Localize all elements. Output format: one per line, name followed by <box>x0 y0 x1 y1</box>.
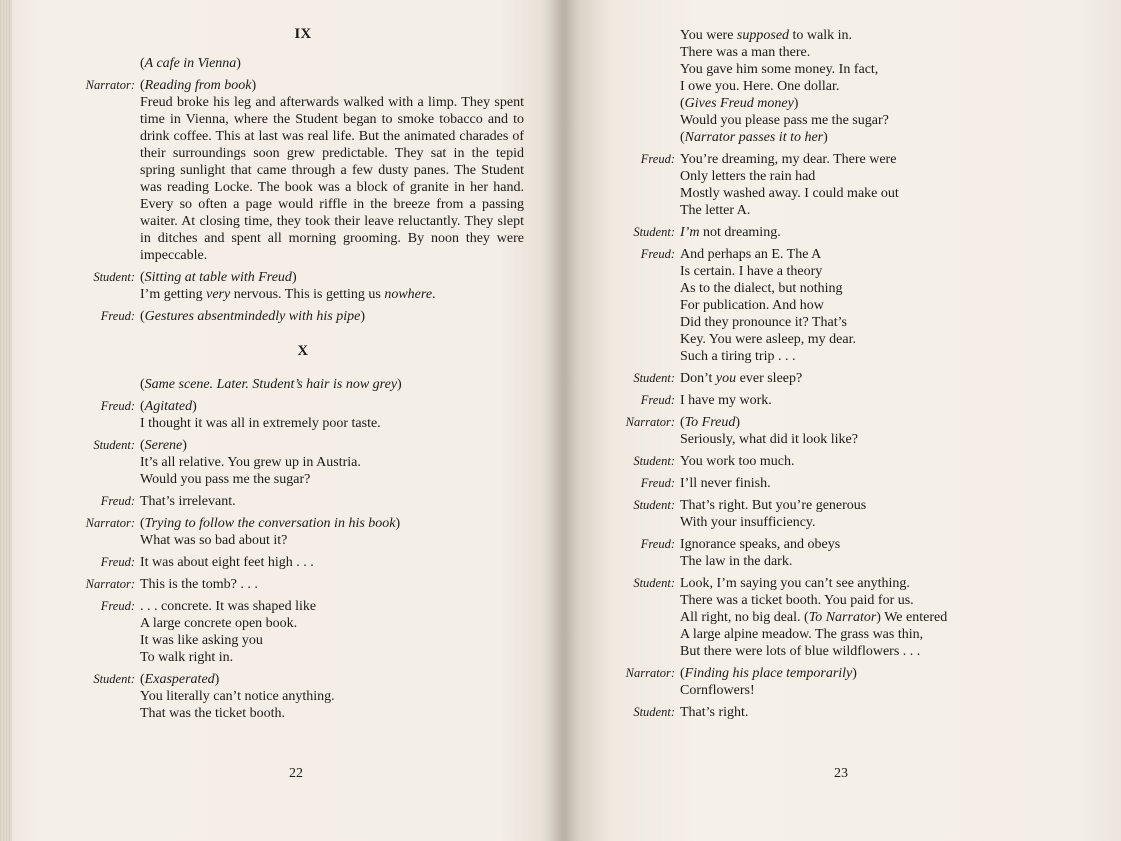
dialogue-line: You were supposed to walk in. <box>680 28 853 43</box>
dialogue-line: And perhaps an E. The A <box>680 247 822 262</box>
speaker-label: Student: <box>633 498 675 512</box>
stage-direction: (Finding his place temporarily) <box>680 666 857 681</box>
speech-student-2 <box>0 437 566 488</box>
speech-freud-r4 <box>566 475 1121 492</box>
dialogue-line: Look, I’m saying you can’t see anything. <box>680 576 910 591</box>
stage-direction: (Reading from book) <box>140 78 257 93</box>
stage-direction-x: (Same scene. Later. Student’s hair is now grey) <box>140 377 402 392</box>
speech-student-continued <box>566 27 1121 146</box>
dialogue-line: I have my work. <box>680 393 772 408</box>
dialogue-line: Ignorance speaks, and obeys <box>680 537 841 552</box>
dialogue-line: It was like asking you <box>140 633 263 648</box>
speech-narrator-3 <box>0 576 566 593</box>
speaker-label: Freud: <box>640 537 675 551</box>
dialogue-line: Mostly washed away. I could make out <box>680 186 899 201</box>
dialogue-line: To walk right in. <box>140 650 234 665</box>
dialogue-line: . . . concrete. It was shaped like <box>140 599 317 614</box>
stage-direction: (Narrator passes it to her) <box>680 130 828 145</box>
dialogue-line: Would you please pass me the sugar? <box>680 113 889 128</box>
dialogue-line: You literally can’t notice anything. <box>140 689 335 704</box>
speech-freud-5 <box>0 598 566 666</box>
dialogue-line: I thought it was all in extremely poor taste. <box>140 416 381 431</box>
speaker-label: Narrator: <box>625 415 675 429</box>
speech-freud-2 <box>0 398 566 432</box>
speaker-label: Freud: <box>100 399 135 413</box>
dialogue-line: There was a man there. <box>680 45 811 60</box>
speaker-label: Freud: <box>640 152 675 166</box>
left-page-content <box>0 0 566 727</box>
dialogue-line: Don’t you ever sleep? <box>680 371 803 386</box>
dialogue-line: I’ll never finish. <box>680 476 771 491</box>
dialogue-line: That’s irrelevant. <box>140 494 236 509</box>
dialogue-line: That’s right. <box>680 705 749 720</box>
speech-narrator-2 <box>0 515 566 549</box>
speaker-label: Student: <box>633 705 675 719</box>
speaker-label: Student: <box>93 672 135 686</box>
page-number: 23 <box>834 766 848 781</box>
speaker-label: Narrator: <box>85 78 135 92</box>
dialogue-line: Is certain. I have a theory <box>680 264 823 279</box>
dialogue-line: Would you pass me the sugar? <box>140 472 311 487</box>
speech-freud-r2 <box>566 246 1121 365</box>
speech-narrator-r2 <box>566 665 1121 699</box>
dialogue-line: Seriously, what did it look like? <box>680 432 858 447</box>
speaker-label: Student: <box>633 576 675 590</box>
dialogue-line: That’s right. But you’re generous <box>680 498 867 513</box>
dialogue-line: That was the ticket booth. <box>140 706 286 721</box>
speaker-label: Student: <box>633 454 675 468</box>
speech-student-r1 <box>566 224 1121 241</box>
speech-freud-r1 <box>566 151 1121 219</box>
dialogue-line: This is the tomb? . . . <box>140 577 258 592</box>
speech-student-r2 <box>566 370 1121 387</box>
dialogue-line: You gave him some money. In fact, <box>680 62 879 77</box>
dialogue-line: You’re dreaming, my dear. There were <box>680 152 897 167</box>
stage-direction: (Agitated) <box>140 399 197 414</box>
speech-student-r6 <box>566 704 1121 721</box>
stage-direction: (To Freud) <box>680 415 741 430</box>
dialogue-line: Only letters the rain had <box>680 169 816 184</box>
dialogue-line: All right, no big deal. (To Narrator) We entered <box>680 610 948 625</box>
dialogue-line: With your insufficiency. <box>680 515 816 530</box>
dialogue-line: I’m getting very nervous. This is getting us nowhere. <box>140 287 436 302</box>
dialogue-line: You work too much. <box>680 454 795 469</box>
speech-freud-4 <box>0 554 566 571</box>
dialogue-line: There was a ticket booth. You paid for us. <box>680 593 914 608</box>
dialogue-line: As to the dialect, but nothing <box>680 281 843 296</box>
speaker-label: Student: <box>93 438 135 452</box>
stage-direction-ix: (A cafe in Vienna) <box>140 56 241 71</box>
speech-freud-r5 <box>566 536 1121 570</box>
dialogue-line: A large alpine meadow. The grass was thin, <box>680 627 924 642</box>
speaker-label: Freud: <box>100 494 135 508</box>
speech-narrator-r1 <box>566 414 1121 448</box>
speaker-label: Student: <box>93 270 135 284</box>
speaker-label: Freud: <box>640 393 675 407</box>
dialogue-line: The letter A. <box>680 203 751 218</box>
speaker-label: Freud: <box>100 599 135 613</box>
speech-student-r5 <box>566 575 1121 660</box>
dialogue-line: What was so bad about it? <box>140 533 288 548</box>
speech-student-r3 <box>566 453 1121 470</box>
dialogue-line: Did they pronounce it? That’s <box>680 315 847 330</box>
dialogue-line: I’m not dreaming. <box>680 225 781 240</box>
stage-direction: (Exasperated) <box>140 672 220 687</box>
stage-direction: (Trying to follow the conversation in his book) <box>140 516 401 531</box>
page-number: 22 <box>289 766 303 781</box>
narration-paragraph: Freud broke his leg and afterwards walked with a limp. They spent time in Vienna, where the Student began to smoke tobacco and to drink coffee. This at last was real life. But the animated charades of their surroundings soon grew predictable. They sat in the tepid spring sunlight that came through a few dusty panes. The Student was reading Locke. The book was a block of granite in her hand. Every so often a page would riffle in the breeze from a passing waiter. At closing time, they took their leave reluctantly. They slept in ditches and spent all morning grooming. By noon they were impeccable. <box>140 95 524 263</box>
speaker-label: Narrator: <box>85 577 135 591</box>
dialogue-line: A large concrete open book. <box>140 616 298 631</box>
speech-student-1 <box>0 269 566 303</box>
scene-heading-ix: IX <box>294 26 312 42</box>
speaker-label: Narrator: <box>625 666 675 680</box>
speaker-label: Freud: <box>640 476 675 490</box>
dialogue-line: I owe you. Here. One dollar. <box>680 79 840 94</box>
dialogue-line: The law in the dark. <box>680 554 793 569</box>
stage-direction: (Serene) <box>140 438 187 453</box>
dialogue-line: It’s all relative. You grew up in Austria. <box>140 455 361 470</box>
scene-heading-x: X <box>297 343 309 359</box>
speaker-label: Freud: <box>640 247 675 261</box>
stage-direction: (Gestures absentmindedly with his pipe) <box>140 309 366 324</box>
stage-direction: (Sitting at table with Freud) <box>140 270 297 285</box>
right-page-content <box>566 0 1121 726</box>
speech-freud-3 <box>0 493 566 510</box>
speech-narrator-1 <box>0 77 566 264</box>
dialogue-line: Such a tiring trip . . . <box>680 349 796 364</box>
speaker-label: Freud: <box>100 555 135 569</box>
speaker-label: Student: <box>633 225 675 239</box>
dialogue-line: For publication. And how <box>680 298 824 313</box>
right-page <box>566 0 1121 841</box>
speech-freud-r3 <box>566 392 1121 409</box>
speaker-label: Freud: <box>100 309 135 323</box>
speaker-label: Narrator: <box>85 516 135 530</box>
dialogue-line: But there were lots of blue wildflowers . . . <box>680 644 921 659</box>
speech-freud-1 <box>0 308 566 325</box>
speech-student-r4 <box>566 497 1121 531</box>
dialogue-line: Cornflowers! <box>680 683 755 698</box>
dialogue-line: Key. You were asleep, my dear. <box>680 332 856 347</box>
stage-direction: (Gives Freud money) <box>680 96 799 111</box>
speaker-label: Student: <box>633 371 675 385</box>
speech-student-3 <box>0 671 566 722</box>
dialogue-line: It was about eight feet high . . . <box>140 555 314 570</box>
